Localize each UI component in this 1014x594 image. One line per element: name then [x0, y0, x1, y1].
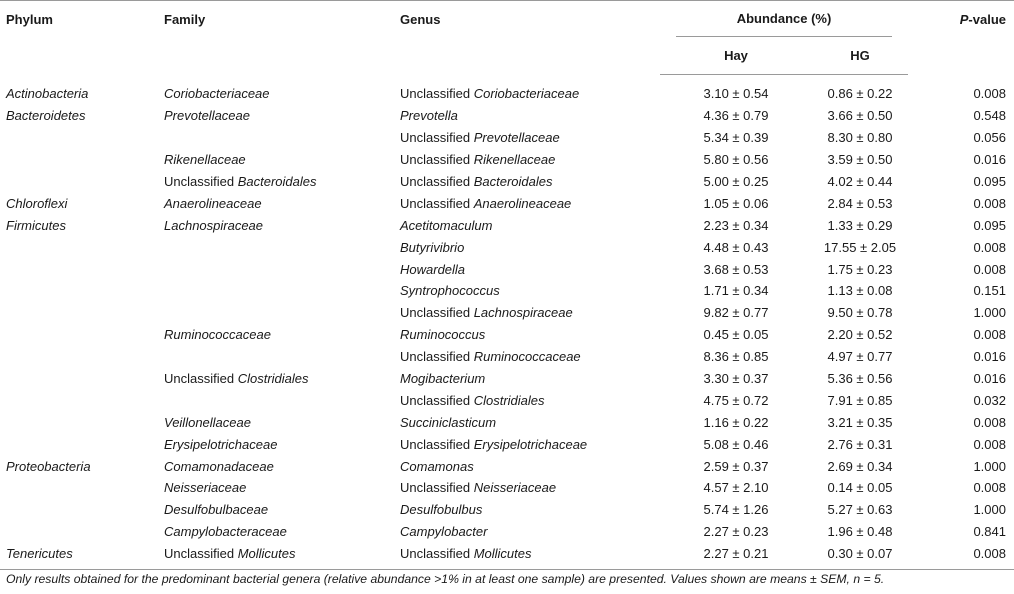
cell-hay: 2.23 ± 0.34: [703, 217, 769, 233]
cell-phylum: [0, 214, 158, 236]
cell-hay: 4.36 ± 0.79: [703, 108, 769, 124]
cell-family: [158, 346, 394, 368]
cell-phylum: [0, 149, 158, 171]
cell-phylum: [0, 499, 158, 521]
table-row: [0, 346, 1014, 368]
cell-phylum: [0, 236, 158, 258]
cell-hay: 2.27 ± 0.23: [703, 524, 769, 540]
cell-hg: 1.75 ± 0.23: [827, 261, 893, 277]
genus-name: Desulfobulbus: [400, 502, 483, 518]
cell-genus: [394, 280, 660, 302]
table-row: [0, 149, 1014, 171]
cell-phylum: [0, 521, 158, 543]
family-name: Veillonellaceae: [164, 414, 251, 430]
cell-genus: [394, 302, 660, 324]
table-row: [0, 171, 1014, 193]
genus-name: Clostridiales: [473, 392, 545, 408]
cell-hay: 2.27 ± 0.21: [660, 543, 812, 569]
cell-pvalue: 0.008: [973, 239, 1006, 255]
genus-name: Erysipelotrichaceae: [473, 436, 588, 452]
cell-pvalue: 1.000: [973, 502, 1006, 518]
cell-genus: [394, 149, 660, 171]
cell-phylum: [0, 324, 158, 346]
cell-genus: [394, 455, 660, 477]
header-pvalue-p: P: [959, 12, 969, 27]
cell-hay: 5.34 ± 0.39: [703, 130, 769, 146]
cell-hay: 1.71 ± 0.34: [703, 283, 769, 299]
cell-genus: [394, 236, 660, 258]
family-name: Rikenellaceae: [164, 152, 246, 168]
family-name: Erysipelotrichaceae: [164, 436, 278, 452]
cell-phylum: [0, 543, 158, 569]
cell-pvalue: 0.095: [973, 217, 1006, 233]
cell-family: [158, 127, 394, 149]
cell-phylum: [0, 258, 158, 280]
table-row: [0, 411, 1014, 433]
cell-hay: 2.59 ± 0.37: [703, 458, 769, 474]
cell-hay: 5.00 ± 0.25: [703, 174, 769, 189]
cell-genus: [394, 477, 660, 499]
table-row: [0, 280, 1014, 302]
genus-name: Butyrivibrio: [400, 239, 465, 255]
table-row: [0, 433, 1014, 455]
cell-phylum: [0, 389, 158, 411]
family-prefix: Unclassified: [164, 546, 238, 562]
cell-hay: 8.36 ± 0.85: [703, 349, 769, 365]
phylum-text: Tenericutes: [6, 546, 73, 562]
cell-phylum: [0, 411, 158, 433]
table-header: [0, 1, 1014, 75]
genus-name: Acetitomaculum: [400, 217, 493, 233]
cell-pvalue: 0.095: [973, 174, 1006, 189]
family-name: Anaerolineaceae: [164, 195, 262, 211]
genus-prefix: Unclassified: [400, 195, 474, 211]
table-row: [0, 389, 1014, 411]
cell-hay: 5.08 ± 0.46: [703, 436, 769, 452]
cell-hg: 4.02 ± 0.44: [827, 174, 893, 189]
cell-phylum: [0, 171, 158, 193]
header-hg: HG: [812, 37, 908, 75]
cell-genus: [394, 171, 660, 193]
cell-pvalue: 0.008: [973, 436, 1006, 452]
cell-hay: 3.68 ± 0.53: [703, 261, 769, 277]
cell-hg: 5.27 ± 0.63: [827, 502, 893, 518]
cell-phylum: [0, 75, 158, 105]
cell-pvalue: 0.548: [973, 108, 1006, 124]
cell-genus: [394, 368, 660, 390]
header-phylum: Phylum: [0, 1, 158, 75]
family-name: Ruminococcaceae: [164, 327, 271, 343]
cell-pvalue: 0.008: [973, 261, 1006, 277]
cell-pvalue: 1.000: [973, 458, 1006, 474]
cell-hg: 1.33 ± 0.29: [827, 217, 893, 233]
cell-genus: [394, 324, 660, 346]
cell-family: [158, 477, 394, 499]
header-genus: Genus: [394, 1, 660, 75]
cell-pvalue: 0.008: [973, 86, 1006, 102]
cell-genus: [394, 521, 660, 543]
table-row: [0, 236, 1014, 258]
family-name: Desulfobulbaceae: [164, 502, 269, 518]
cell-family: [158, 258, 394, 280]
cell-hay: 1.16 ± 0.22: [703, 414, 769, 430]
cell-hg: 3.21 ± 0.35: [827, 414, 893, 430]
cell-family: [158, 149, 394, 171]
genus-prefix: Unclassified: [400, 86, 474, 102]
table-body: [0, 75, 1014, 570]
cell-genus: [394, 389, 660, 411]
cell-hay: 4.75 ± 0.72: [703, 392, 769, 408]
cell-family: [158, 302, 394, 324]
cell-phylum: [0, 192, 158, 214]
family-name: Neisseriaceae: [164, 480, 247, 496]
cell-hg: 0.30 ± 0.07: [812, 543, 908, 569]
genus-prefix: Unclassified: [400, 392, 474, 408]
cell-pvalue: 0.008: [973, 195, 1006, 211]
cell-phylum: [0, 346, 158, 368]
family-prefix: Unclassified: [164, 174, 238, 189]
cell-family: [158, 433, 394, 455]
phylum-text: Proteobacteria: [6, 458, 91, 474]
cell-pvalue: 0.056: [973, 130, 1006, 146]
table-row: [0, 324, 1014, 346]
family-prefix: Unclassified: [164, 371, 238, 387]
cell-genus: [394, 258, 660, 280]
genus-name: Neisseriaceae: [473, 480, 557, 496]
cell-pvalue: 0.008: [908, 543, 1014, 569]
cell-hg: 17.55 ± 2.05: [823, 239, 897, 255]
cell-pvalue: 0.016: [973, 152, 1006, 168]
cell-hg: 9.50 ± 0.78: [827, 305, 893, 321]
cell-phylum: [0, 433, 158, 455]
cell-hg: 2.20 ± 0.52: [827, 327, 893, 343]
cell-pvalue: 0.032: [973, 392, 1006, 408]
genus-name: Comamonas: [400, 458, 474, 474]
cell-family: [158, 368, 394, 390]
cell-family: [158, 499, 394, 521]
cell-phylum: [0, 455, 158, 477]
cell-hg: 1.13 ± 0.08: [827, 283, 893, 299]
table-footnote: Only results obtained for the predominant bacterial genera (relative abundance >1% in at least one sample) are presented. Values shown are means ± SEM, n = 5.: [6, 572, 885, 586]
genus-name: Lachnospiraceae: [473, 305, 573, 321]
cell-family: [158, 389, 394, 411]
table-row: [0, 543, 1014, 569]
cell-family: [158, 280, 394, 302]
cell-phylum: [0, 105, 158, 127]
cell-hg: 2.76 ± 0.31: [827, 436, 893, 452]
family-name: Coriobacteriaceae: [164, 86, 270, 102]
cell-family: [158, 324, 394, 346]
header-pvalue-rest: -value: [968, 12, 1006, 27]
phylum-text: Bacteroidetes: [6, 108, 86, 124]
cell-phylum: [0, 127, 158, 149]
table-row: [0, 477, 1014, 499]
phylum-text: Actinobacteria: [6, 86, 89, 102]
cell-hg: 4.97 ± 0.77: [827, 349, 893, 365]
genus-prefix: Unclassified: [400, 436, 474, 452]
cell-pvalue: 0.151: [973, 283, 1006, 299]
cell-hay: 5.80 ± 0.56: [703, 152, 769, 168]
genus-name: Anaerolineaceae: [473, 195, 572, 211]
family-name: Campylobacteraceae: [164, 524, 287, 540]
cell-hay: 0.45 ± 0.05: [703, 327, 769, 343]
cell-hg: 7.91 ± 0.85: [827, 392, 893, 408]
table-row: [0, 499, 1014, 521]
family-name: Prevotellaceae: [164, 108, 250, 124]
cell-phylum: [0, 368, 158, 390]
header-hay: Hay: [660, 37, 812, 75]
cell-genus: [394, 127, 660, 149]
cell-pvalue: 0.008: [973, 327, 1006, 343]
cell-hg: 8.30 ± 0.80: [827, 130, 893, 146]
genus-name: Campylobacter: [400, 524, 488, 540]
phylum-text: Chloroflexi: [6, 195, 68, 211]
cell-hg: 2.84 ± 0.53: [827, 195, 893, 211]
header-pvalue: [908, 1, 1014, 75]
cell-genus: [394, 192, 660, 214]
genus-prefix: Unclassified: [400, 152, 474, 168]
genus-name: Rikenellaceae: [473, 152, 556, 168]
table-row: [0, 302, 1014, 324]
cell-phylum: [0, 280, 158, 302]
cell-hg: 3.59 ± 0.50: [827, 152, 893, 168]
genus-name: Mollicutes: [473, 546, 532, 562]
cell-genus: [394, 411, 660, 433]
family-name: Mollicutes: [237, 546, 296, 562]
table-row: [0, 214, 1014, 236]
cell-hay: 9.82 ± 0.77: [703, 305, 769, 321]
header-family: Family: [158, 1, 394, 75]
cell-hay: 4.48 ± 0.43: [703, 239, 769, 255]
cell-family: [158, 236, 394, 258]
cell-pvalue: 0.841: [973, 524, 1006, 540]
header-abundance-label: Abundance (%): [676, 1, 892, 37]
genus-prefix: Unclassified: [400, 130, 474, 146]
cell-hg: 5.36 ± 0.56: [827, 371, 893, 387]
genus-prefix: Unclassified: [400, 349, 474, 365]
cell-family: [158, 543, 394, 569]
cell-family: [158, 411, 394, 433]
cell-pvalue: 0.016: [973, 349, 1006, 365]
cell-hay: 3.10 ± 0.54: [703, 86, 769, 102]
cell-hay: 3.30 ± 0.37: [703, 371, 769, 387]
cell-pvalue: 0.008: [973, 414, 1006, 430]
cell-family: [158, 75, 394, 105]
header-abundance: [660, 1, 908, 38]
cell-hg: 2.69 ± 0.34: [827, 458, 893, 474]
cell-hay: 1.05 ± 0.06: [703, 195, 769, 211]
cell-family: [158, 105, 394, 127]
genus-name: Mogibacterium: [400, 371, 486, 387]
cell-pvalue: 0.008: [973, 480, 1006, 496]
table-row: [0, 258, 1014, 280]
cell-family: [158, 521, 394, 543]
genus-name: Coriobacteriaceae: [473, 86, 580, 102]
cell-family: [158, 455, 394, 477]
genus-name: Syntrophococcus: [400, 283, 500, 299]
genus-prefix: Unclassified: [400, 480, 474, 496]
cell-genus: [394, 433, 660, 455]
cell-genus: [394, 499, 660, 521]
family-name: Lachnospiraceae: [164, 217, 264, 233]
table-row: [0, 368, 1014, 390]
table-row: [0, 127, 1014, 149]
cell-family: [158, 192, 394, 214]
cell-family: [158, 171, 394, 193]
table-row: [0, 105, 1014, 127]
cell-pvalue: 1.000: [973, 305, 1006, 321]
genus-prefix: Unclassified: [400, 174, 474, 189]
table-row: [0, 455, 1014, 477]
genus-name: Ruminococcaceae: [473, 349, 581, 365]
cell-phylum: [0, 302, 158, 324]
cell-family: [158, 214, 394, 236]
genus-name: Howardella: [400, 261, 466, 277]
cell-hg: 0.14 ± 0.05: [827, 480, 893, 496]
cell-phylum: [0, 477, 158, 499]
cell-genus: [394, 214, 660, 236]
genus-prefix: Unclassified: [400, 305, 474, 321]
table-row: [0, 192, 1014, 214]
cell-genus: [394, 75, 660, 105]
genus-name: Ruminococcus: [400, 327, 486, 343]
family-name: Bacteroidales: [237, 174, 317, 189]
cell-pvalue: 0.016: [973, 371, 1006, 387]
cell-hg: 1.96 ± 0.48: [827, 524, 893, 540]
cell-hay: 4.57 ± 2.10: [703, 480, 769, 496]
table-row: [0, 521, 1014, 543]
genus-name: Prevotella: [400, 108, 458, 124]
genus-prefix: Unclassified: [400, 546, 474, 562]
cell-genus: [394, 346, 660, 368]
cell-hg: 0.86 ± 0.22: [827, 86, 893, 102]
genus-name: Prevotellaceae: [473, 130, 560, 146]
genus-name: Succiniclasticum: [400, 414, 497, 430]
family-name: Clostridiales: [237, 371, 309, 387]
family-name: Comamonadaceae: [164, 458, 274, 474]
cell-genus: [394, 105, 660, 127]
cell-hg: 3.66 ± 0.50: [827, 108, 893, 124]
table-row: [0, 75, 1014, 105]
phylum-text: Firmicutes: [6, 217, 66, 233]
cell-genus: [394, 543, 660, 569]
genus-name: Bacteroidales: [473, 174, 553, 189]
cell-hay: 5.74 ± 1.26: [703, 502, 769, 518]
